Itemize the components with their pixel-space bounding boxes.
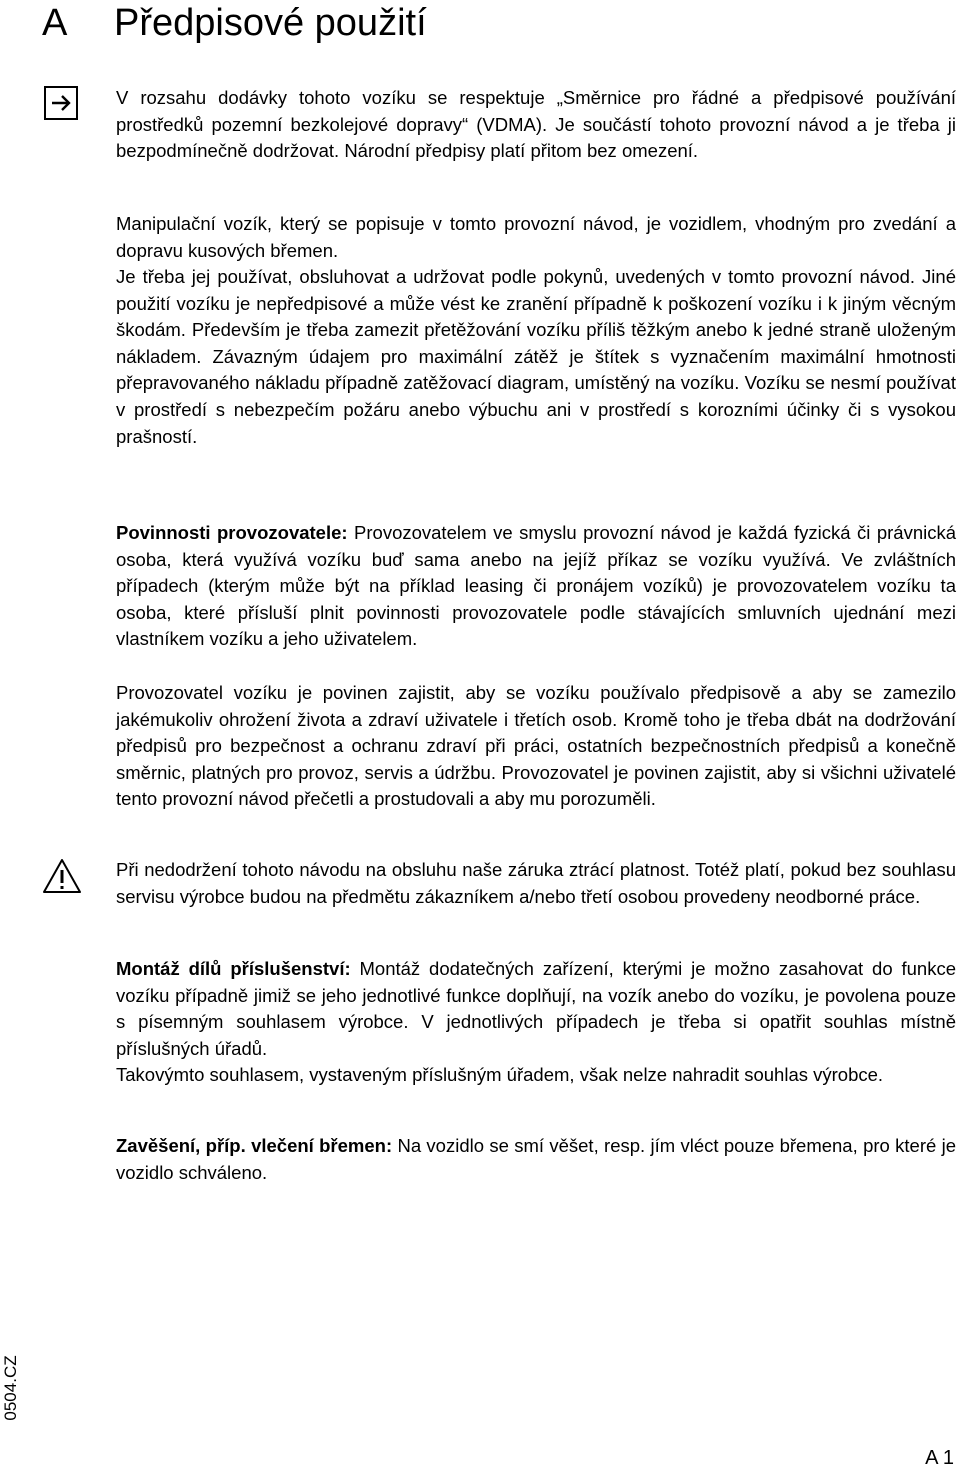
paragraph-operator-duties xyxy=(116,520,956,653)
paragraph-accessories xyxy=(116,956,956,1062)
paragraph-usage-rules: Je třeba jej používat, obsluhovat a udržovat podle pokynů, uvedených v tomto provozní návod. Jiné použití vozíku je nepředpisové a může vést ke zranění případně k poškození vozíku i k jiným věcným škodám. Především je třeba zamezit přetěžování vozíku příliš těžkým anebo k jedné straně uloženým nákladem. Závazným údajem pro maximální zátěž je štítek s vyznačením maximální hmotnosti přepravovaného nákladu případně zatěžovací diagram, umístěný na vozíku. Vozíku se nesmí používat v prostředí s nebezpečím požáru anebo výbuchu ani v prostředí s korozními účinky či s vysokou prašností. xyxy=(116,266,956,447)
document-code-text: 0504.CZ xyxy=(1,1355,20,1421)
page-number: A 1 xyxy=(925,1447,954,1469)
paragraph-authority-approval: Takovýmto souhlasem, vystaveným příslušným úřadem, však nelze nahradit souhlas výrobce. xyxy=(116,1064,884,1085)
accessories-text: Montáž dodatečných zařízení, kterými je možno zasahovat do funkce vozíku případně jimiž se jeho jednotlivé funkce doplňují, na vozík anebo do vozíku, je povolena pouze s písemným souhlasem výrobce. V jednotlivých případech je třeba si opatřit souhlas místně příslušných úřadů. xyxy=(116,958,956,1059)
operator-duties-text: Provozovatelem ve smyslu provozní návod je každá fyzická či právnická osoba, která využívá vozíku buď sama anebo na jejíž příkaz se vozíku využívá. Ve zvláštních případech (kterým může být na příklad leasing či pronájem vozíků) je provozovatelem vozíku ta osoba, které přísluší plnit povinnosti provozovatele podle stávajících smluvních ujednání mezi vlastníkem vozíku a jeho uživatelem. xyxy=(116,522,957,650)
paragraph-vdma: V rozsahu dodávky tohoto vozíku se respektuje „Směrnice pro řádné a předpisové používání prostředků pozemní bezkolejové dopravy“ (VDMA). Je součástí tohoto provozní návod a je třeba ji bezpodmínečně dodržovat. Národní předpisy platí přitom bez omezení. xyxy=(116,87,956,162)
section-letter: A xyxy=(42,2,68,44)
paragraph-vehicle-purpose: Manipulační vozík, který se popisuje v tomto provozní návod, je vozidlem, vhodným pro zvedání a dopravu kusových břemen. xyxy=(116,213,956,261)
section-title: Předpisové použití xyxy=(114,2,427,44)
paragraph-operator-obligations: Provozovatel vozíku je povinen zajistit, aby se vozíku používalo předpisově a aby se zamezilo jakémukoliv ohrožení života a zdraví uživatele i třetích osob. Kromě toho je třeba dbát na dodržování předpisů pro bezpečnost a ochranu zdraví při práci, ostatních bezpečnostních předpisů a konečně směrnic, platných pro provoz, servis a údržbu. Provozovatel je povinen zajistit, aby si všichni uživatelé tento provozní návod přečetli a prostudovali a aby mu porozuměli. xyxy=(116,682,956,810)
paragraph-warranty: Při nedodržení tohoto návodu na obsluhu naše záruka ztrácí platnost. Totéž platí, pokud bez souhlasu servisu výrobce budou na předmětu zákazníkem a/nebo třetí osobou provedeny neodborné práce. xyxy=(116,859,956,907)
arrow-right-boxed-icon xyxy=(44,86,78,120)
towing-text: Na vozidlo se smí věšet, resp. jím vléct pouze břemena, pro které je vozidlo schváleno. xyxy=(116,1135,956,1183)
towing-label: Zavěšení, příp. vlečení břemen: xyxy=(116,1135,393,1156)
accessories-label: Montáž dílů příslušenství: xyxy=(116,958,351,979)
page-heading xyxy=(42,0,427,46)
paragraph-towing xyxy=(116,1133,956,1186)
operator-duties-label: Povinnosti provozovatele: xyxy=(116,522,348,543)
document-code xyxy=(0,1352,22,1424)
warning-triangle-icon xyxy=(42,858,82,894)
